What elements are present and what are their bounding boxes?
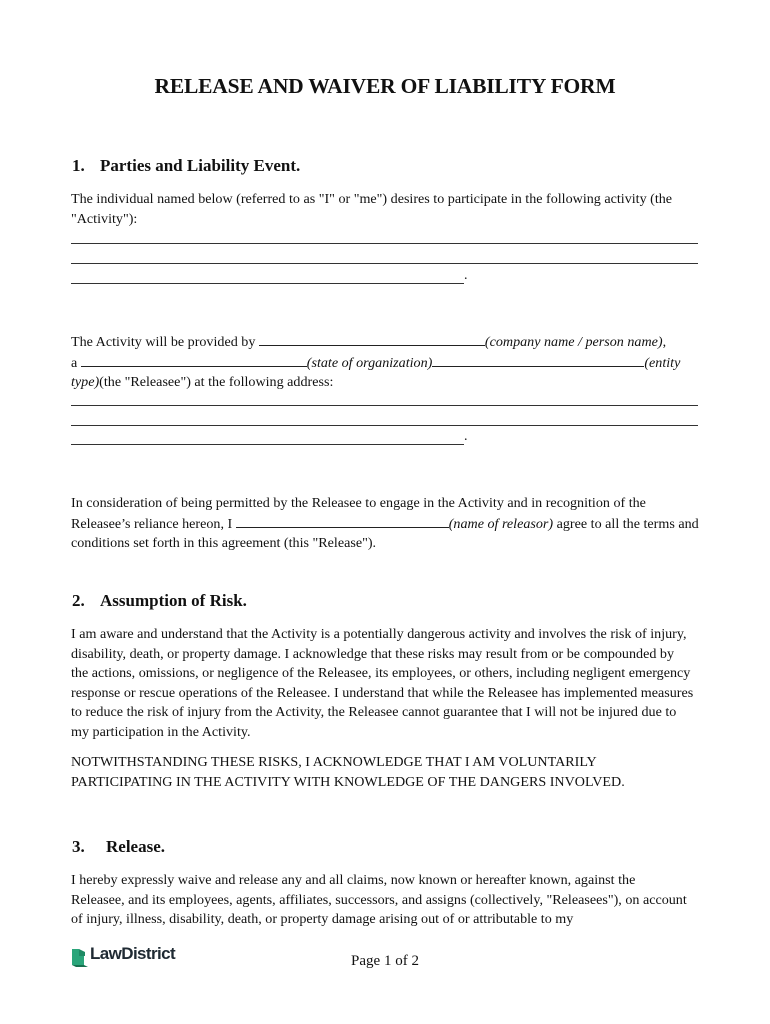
section-1-title: Parties and Liability Event. — [100, 156, 301, 175]
section-1-heading — [72, 156, 300, 176]
activity-line-2[interactable] — [71, 263, 698, 264]
company-name-field[interactable] — [259, 332, 485, 346]
entity-type-hint: (entity type) — [71, 354, 681, 391]
consideration-paragraph — [71, 494, 699, 554]
section-2-caps: NOTWITHSTANDING THESE RISKS, I ACKNOWLEDGE THAT I AM VOLUNTARILY PARTICIPATING IN THE ACTIVITY WITH KNOWLEDGE OF THE DANGERS INVOLVED. — [71, 754, 625, 790]
section-1-number: 1. — [72, 156, 85, 175]
section-3-title: Release. — [106, 837, 166, 856]
address-line-end: . — [464, 429, 468, 444]
releasee-text: (the "Releasee") at the following address: — [99, 374, 334, 391]
page-number: Page 1 of 2 — [351, 953, 419, 969]
releasor-name-hint: (name of releasor) — [448, 515, 554, 532]
section-2-heading — [72, 591, 247, 611]
a-prefix: a — [71, 354, 81, 371]
releasor-name-field[interactable] — [236, 514, 449, 528]
activity-line-3[interactable] — [71, 283, 464, 284]
entity-type-field[interactable] — [432, 353, 644, 367]
company-name-hint: (company name / person name) — [484, 334, 663, 350]
section-2-body: I am aware and understand that the Activity is a potentially dangerous activity and involves the risk of injury, disability, death, or property damage. I acknowledge that these risks may result from or be compounded by the actions, omissions, or negligence of the Releasee, its employees, or others, including negligent emergency response or rescue operations of the Releasee. I understand that while the Releasee has implemented measures to reduce the risk of injury from the Activity, the Releasee cannot guarantee that I will not be injured due to my participation in the Activity. — [71, 626, 694, 740]
provider-sep: , — [662, 334, 667, 350]
address-line-1[interactable] — [71, 405, 698, 406]
provider-prefix: The Activity will be provided by — [71, 334, 259, 350]
address-line-2[interactable] — [71, 425, 698, 426]
section-3-heading — [72, 837, 165, 857]
section-2-title: Assumption of Risk. — [100, 591, 247, 610]
lawdistrict-logo-text: LawDistrict — [90, 944, 176, 963]
state-hint: (state of organization) — [306, 354, 433, 371]
document-title: RELEASE AND WAIVER OF LIABILITY FORM — [154, 74, 616, 98]
section-3-number: 3. — [72, 837, 85, 856]
consideration-text-2: agree to all the terms and conditions set forth in this agreement (this "Release"). — [71, 515, 699, 552]
provider-paragraph — [71, 332, 703, 393]
consideration-text-1: In consideration of being permitted by the Releasee to engage in the Activity and in recognition of the Releasee’s reliance hereon, I — [71, 495, 646, 532]
activity-line-1[interactable] — [71, 243, 698, 244]
activity-line-end: . — [464, 268, 468, 283]
state-field[interactable] — [81, 353, 307, 367]
section-2-number: 2. — [72, 591, 85, 610]
section-3-body: I hereby expressly waive and release any and all claims, now known or hereafter known, against the Releasee, and its employees, agents, affiliates, successors, and assigns (collectively, "Releasees"), on account of injury, illness, disability, death, or property damage arising out of or attributable to my — [71, 872, 687, 928]
address-line-3[interactable] — [71, 444, 464, 445]
section-1-intro: The individual named below (referred to as "I" or "me") desires to participate in the following activity (the "Activity"): — [71, 191, 673, 227]
